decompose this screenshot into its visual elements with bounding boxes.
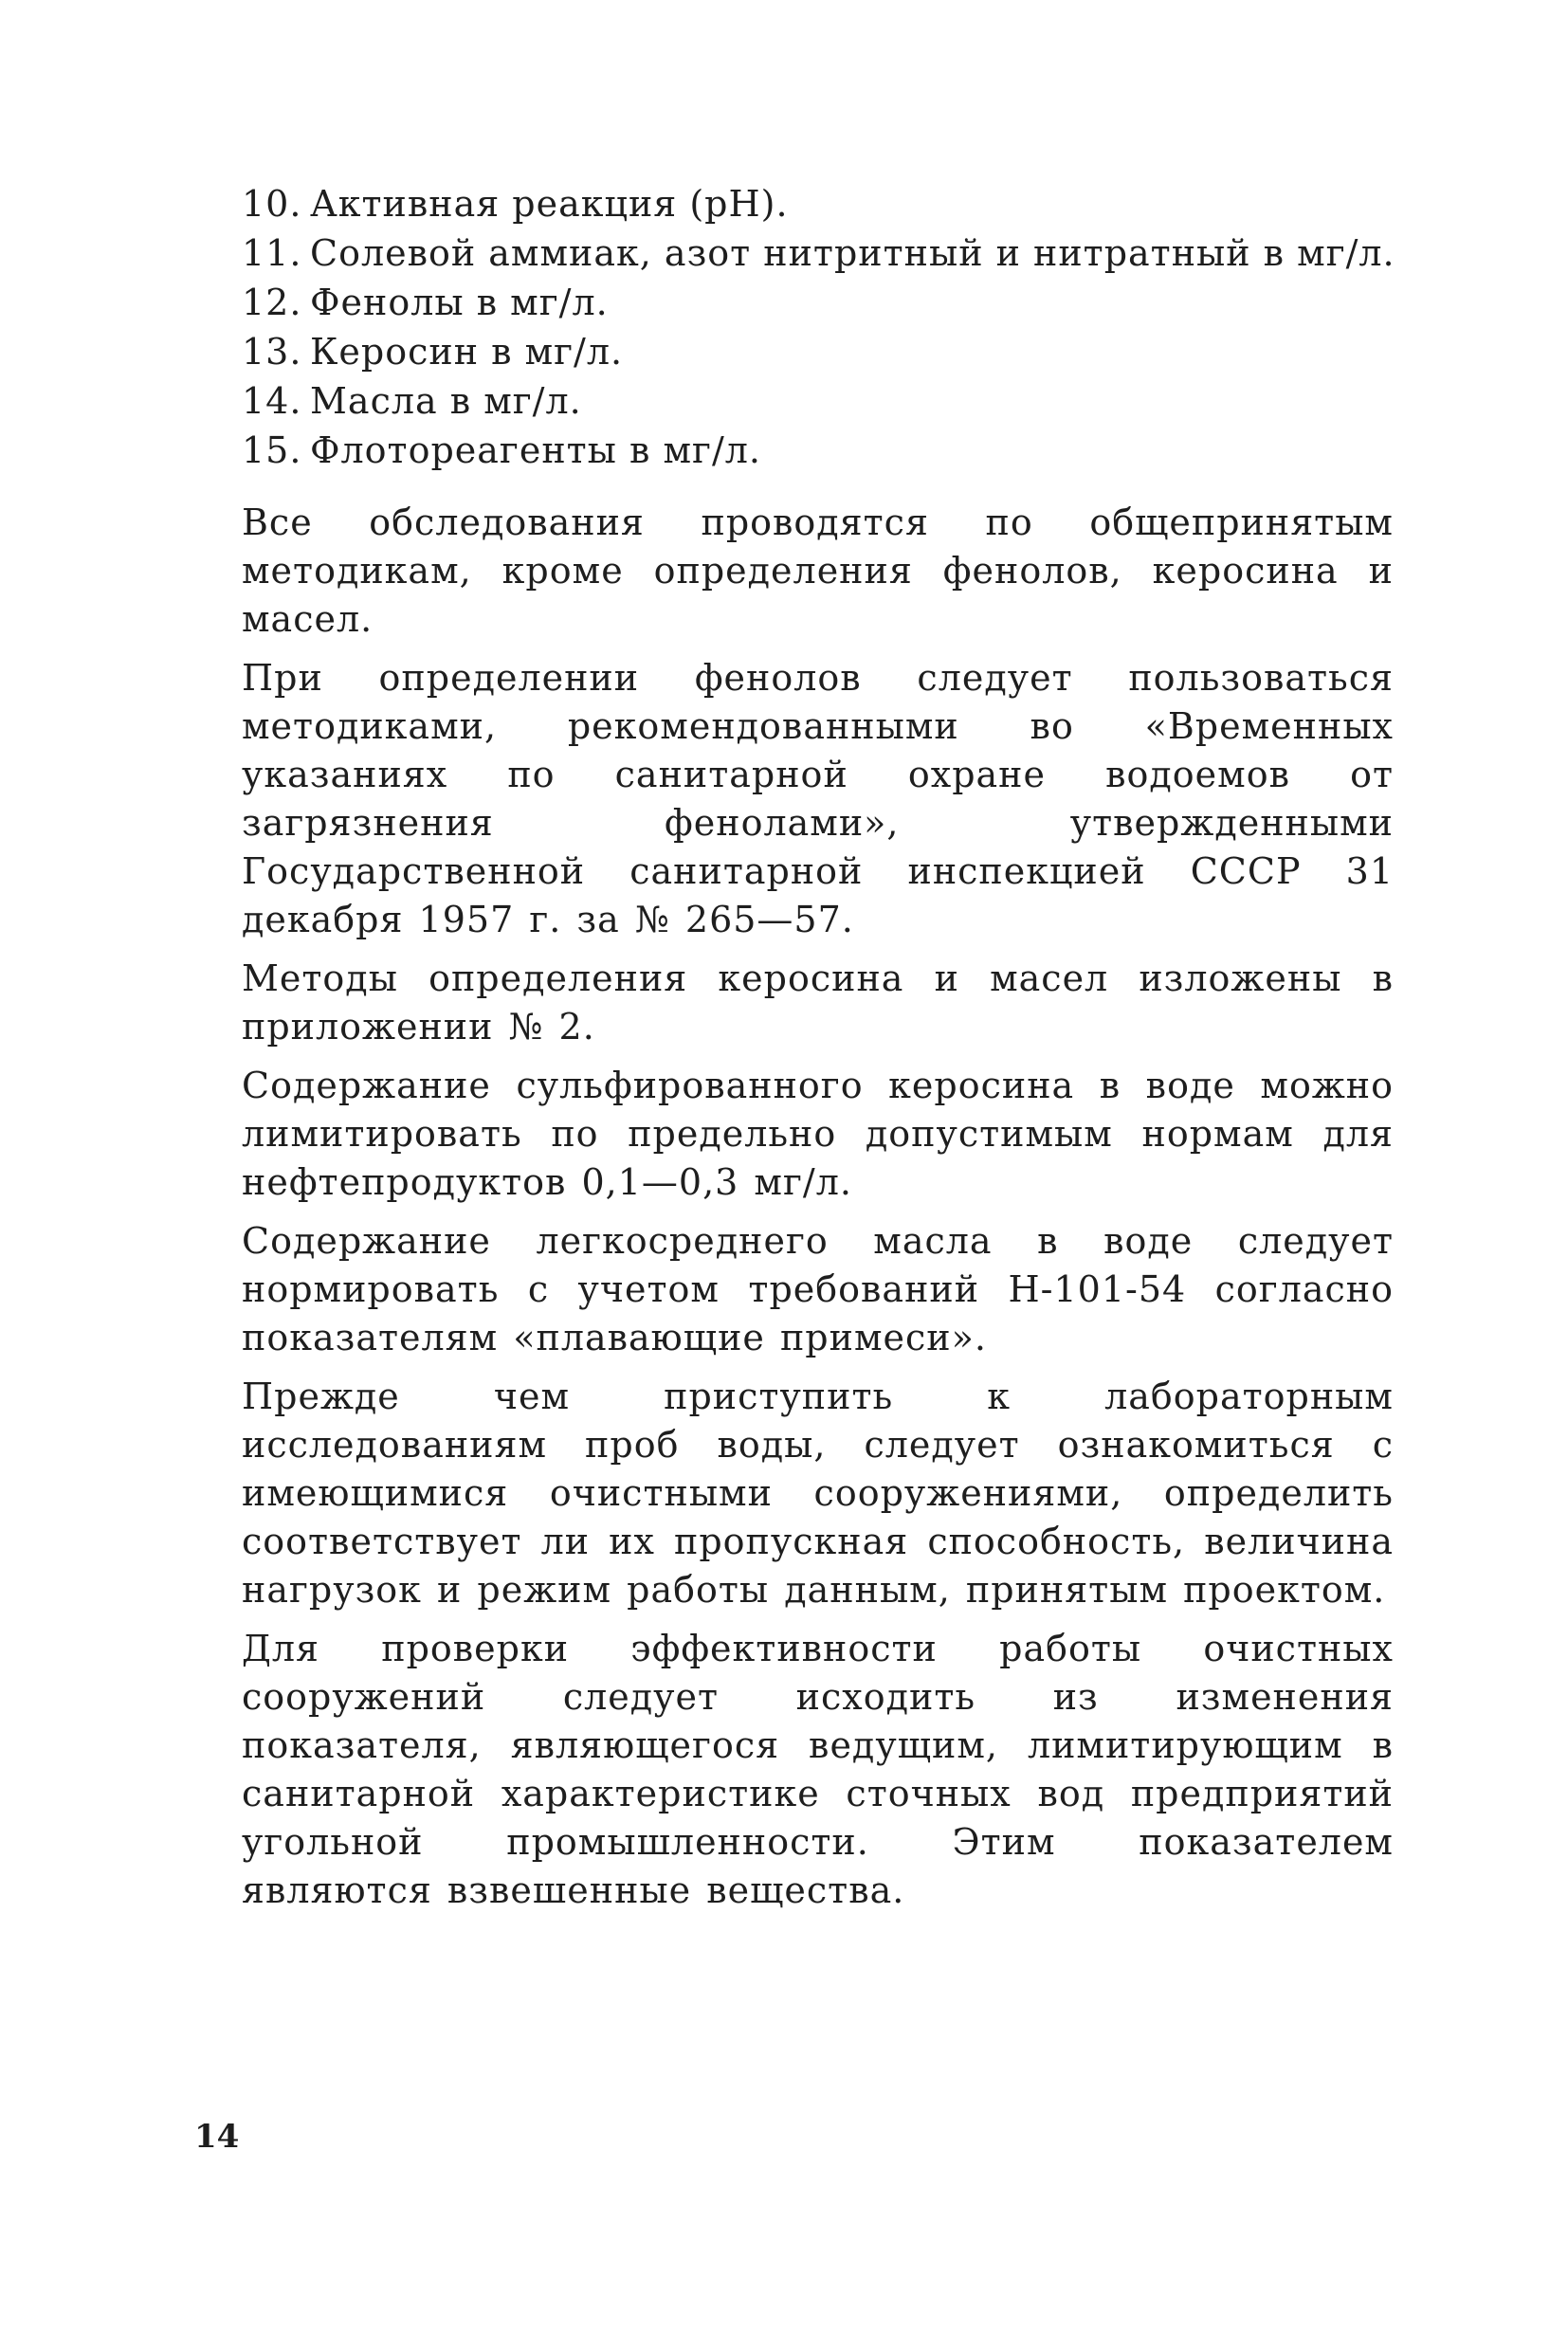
indicator-list bbox=[242, 180, 1394, 476]
list-item-number: 11. bbox=[242, 232, 302, 274]
list-item-text: Активная реакция (pH). bbox=[310, 183, 789, 225]
paragraph-sulfonated-kerosene: Содержание сульфированного керосина в воде можно лимитировать по предельно допустимым нормам для нефтепродуктов 0,1—0,3 мг/л. bbox=[242, 1065, 1394, 1203]
list-item-text: Флотореагенты в мг/л. bbox=[310, 429, 761, 471]
paragraph-treatment-facilities: Прежде чем приступить к лабораторным исследованиям проб воды, следует ознакомиться с имеющимися очистными сооружениями, определить соответствует ли их пропускная способность, величина нагрузок и режим работы данным, принятым проектом. bbox=[242, 1376, 1394, 1611]
list-item-text: Фенолы в мг/л. bbox=[310, 282, 609, 323]
list-item-text: Масла в мг/л. bbox=[310, 380, 582, 422]
list-item bbox=[242, 279, 1394, 328]
list-item bbox=[242, 328, 1394, 377]
list-item-text: Солевой аммиак, азот нитритный и нитратный в мг/л. bbox=[310, 232, 1395, 274]
list-item-number: 13. bbox=[242, 331, 302, 373]
paragraph-oil-content: Содержание легкосреднего масла в воде следует нормировать с учетом требований Н-101-54 согласно показателям «плавающие примеси». bbox=[242, 1220, 1394, 1358]
list-item-text: Керосин в мг/л. bbox=[310, 331, 624, 373]
list-item bbox=[242, 180, 1394, 229]
list-item-number: 10. bbox=[242, 183, 302, 225]
list-item-number: 12. bbox=[242, 282, 302, 323]
list-item bbox=[242, 229, 1394, 279]
list-item-number: 15. bbox=[242, 429, 302, 471]
list-item bbox=[242, 377, 1394, 427]
page-content bbox=[242, 180, 1394, 1925]
list-item-number: 14. bbox=[242, 380, 302, 422]
paragraph-efficiency-check: Для проверки эффективности работы очистных сооружений следует исходить из изменения показателя, являющегося ведущим, лимитирующим в санитарной характеристике сточных вод предприятий угольной промышленности. Этим показателем являются взвешенные вещества. bbox=[242, 1628, 1394, 1911]
page-number: 14 bbox=[194, 2118, 240, 2156]
paragraph-methods: Все обследования проводятся по общепринятым методикам, кроме определения фенолов, керосина и масел. bbox=[242, 501, 1394, 640]
paragraph-phenols: При определении фенолов следует пользоваться методиками, рекомендованными во «Временных указаниях по санитарной охране водоемов от загрязнения фенолами», утвержденными Государственной санитарной инспекцией СССР 31 декабря 1957 г. за № 265—57. bbox=[242, 657, 1394, 940]
list-item bbox=[242, 427, 1394, 476]
paragraph-kerosene-methods: Методы определения керосина и масел изложены в приложении № 2. bbox=[242, 957, 1394, 1048]
